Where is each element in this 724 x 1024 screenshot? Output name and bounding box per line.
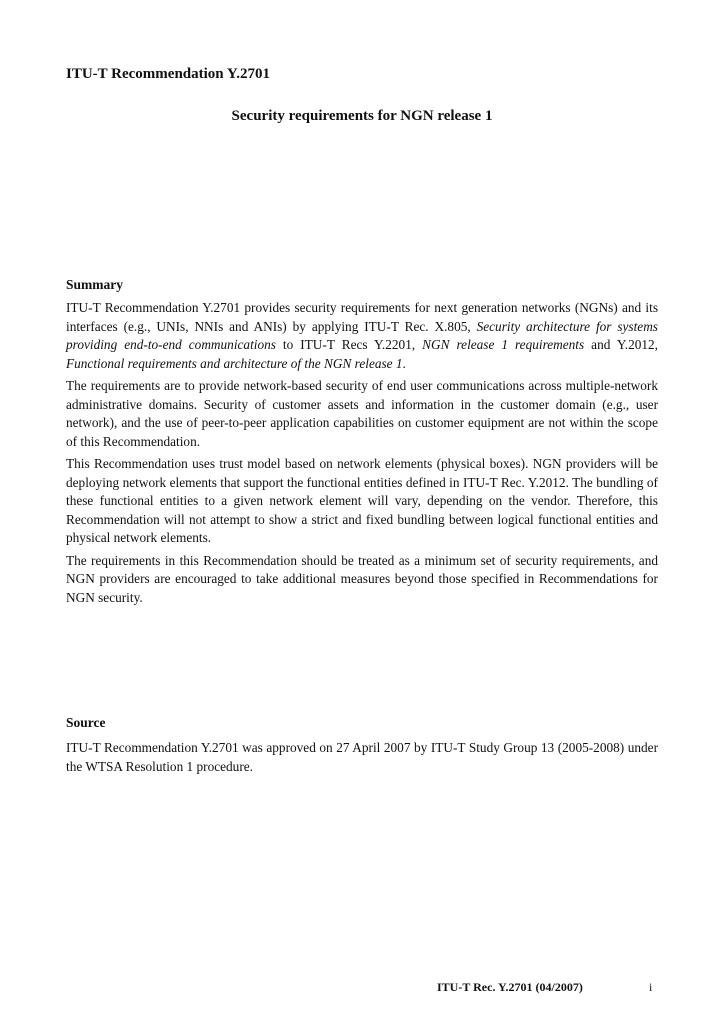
summary-p1-italic-1: Security architecture for systems providing end-to-end communications <box>66 318 658 352</box>
recommendation-id: ITU-T Recommendation Y.2701 <box>66 66 271 82</box>
source-paragraph: ITU-T Recommendation Y.2701 was approved on 27 April 2007 by ITU-T Study Group 13 (2005-2008) under the WTSA Resolution 1 procedure. <box>66 740 658 774</box>
source-section <box>66 739 658 780</box>
summary-p1-italic-2: NGN release 1 requirements <box>422 337 585 352</box>
summary-heading: Summary <box>66 277 123 292</box>
summary-p1-text-4: . <box>402 355 406 371</box>
document-title: Security requirements for NGN release 1 <box>231 108 493 124</box>
summary-paragraph-2: The requirements are to provide network-based security of end user communications across multiple-network administrative domains. Security of customer assets and information in the customer domain (e.g., user network), and the use of peer-to-peer application capabilities on customer equipment are not within the scope of this Recommendation. <box>66 378 658 449</box>
summary-p1-italic-3: Functional requirements and architecture of the NGN release 1 <box>66 355 403 371</box>
footer-label: ITU-T Rec. Y.2701 (04/2007) <box>437 980 583 994</box>
summary-paragraph-3: This Recommendation uses trust model based on network elements (physical boxes). NGN providers will be deploying network elements that support the functional entities defined in ITU-T Rec. Y.2012. The bundling of these functional entities to a given network element will vary, depending on the vendor. Therefore, this Recommendation will not attempt to show a strict and fixed bundling between logical functional entities and physical network elements. <box>66 456 658 545</box>
summary-p1-text-3: and Y.2012, <box>584 337 658 352</box>
summary-paragraph-4: The requirements in this Recommendation should be treated as a minimum set of security requirements, and NGN providers are encouraged to take additional measures beyond those specified in Recommendations for NGN security. <box>66 552 658 605</box>
page-number: i <box>649 980 653 994</box>
summary-p1-text-1: ITU-T Recommendation Y.2701 provides security requirements for next generation networks (NGNs) and its interfaces (e.g., UNIs, NNIs and ANIs) by applying ITU-T Rec. X.805, <box>66 300 658 334</box>
summary-p1-text-2: to ITU-T Recs Y.2201, <box>275 337 423 352</box>
source-heading: Source <box>66 715 106 730</box>
summary-section <box>66 299 658 611</box>
summary-paragraph-1 <box>66 299 658 373</box>
